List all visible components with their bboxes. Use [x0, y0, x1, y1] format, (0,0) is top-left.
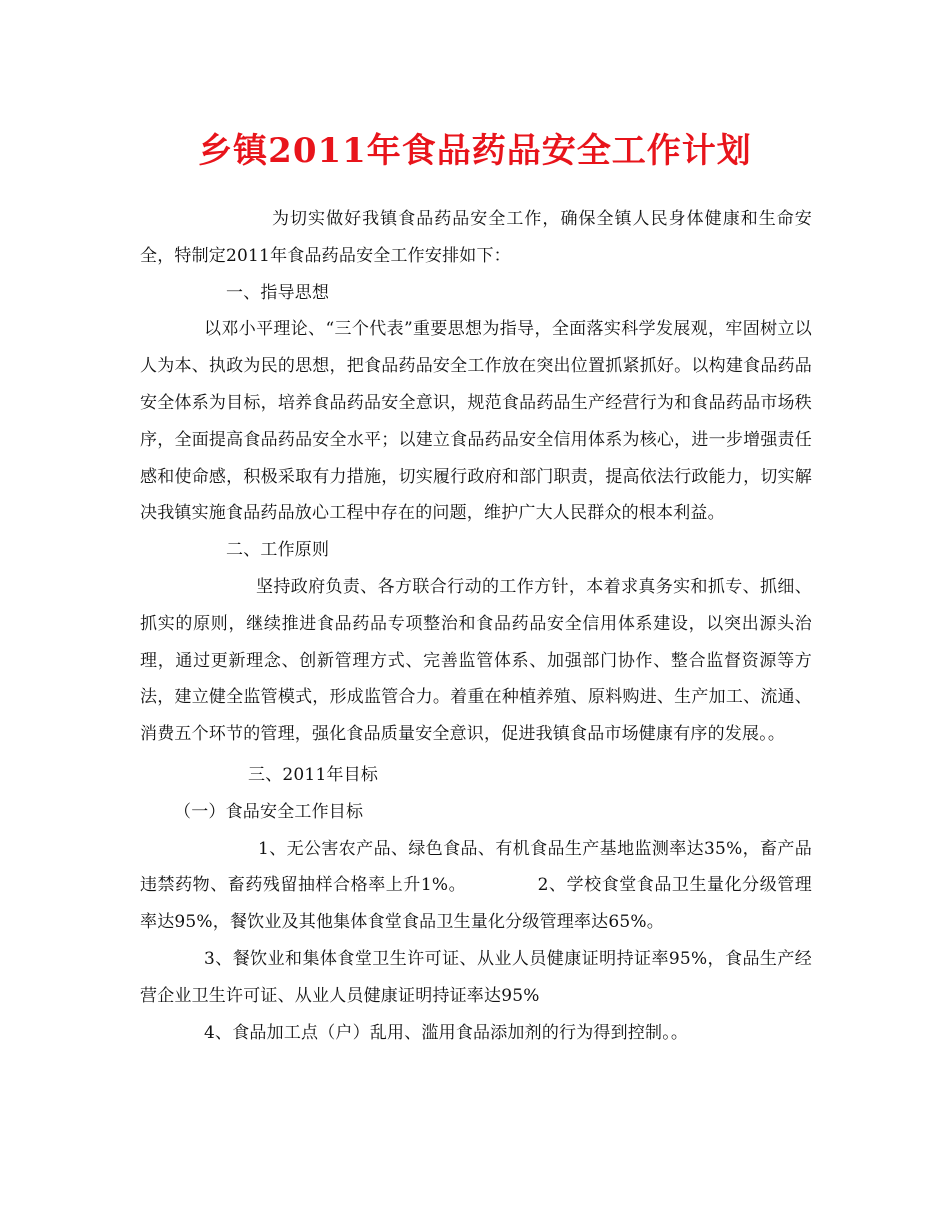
goal-paragraph-1-2: 1、无公害农产品、绿色食品、有机食品生产基地监测率达35%，畜产品违禁药物、畜药残留抽样合格率上升1%。 2、学校食堂食品卫生量化分级管理率达95%，餐饮业及其他集体食堂食品卫生量化分级管理率达65%。	[140, 838, 812, 933]
document-title: 乡镇2011年食品药品安全工作计划	[198, 131, 752, 171]
section-heading-guiding-ideology: 一、指导思想	[226, 282, 330, 303]
subsection-heading-food-safety-goals: （一）食品安全工作目标	[174, 801, 364, 822]
goal-paragraph-4: 4、食品加工点（户）乱用、滥用食品添加剂的行为得到控制。。	[204, 1022, 689, 1043]
section-heading-work-principles: 二、工作原则	[226, 540, 330, 561]
document-body	[140, 201, 812, 1051]
intro-paragraph: 为切实做好我镇食品药品安全工作，确保全镇人民身体健康和生命安全，特制定2011年食品药品安全工作安排如下：	[140, 209, 812, 266]
section-paragraph-work-principles: 坚持政府负责、各方联合行动的工作方针，本着求真务实和抓专、抓细、抓实的原则，继续推进食品药品专项整治和食品药品安全信用体系建设，以突出源头治理，通过更新理念、创新管理方式、完善监管体系、加强部门协作、整合监督资源等方法，建立健全监管模式，形成监管合力。着重在种植养殖、原料购进、生产加工、流通、消费五个环节的管理，强化食品质量安全意识，促进我镇食品市场健康有序的发展。。	[140, 576, 812, 745]
goal-paragraph-3: 3、餐饮业和集体食堂卫生许可证、从业人员健康证明持证率95%，食品生产经营企业卫生许可证、从业人员健康证明持证率达95%	[140, 948, 812, 1006]
section-paragraph-guiding-ideology: 以邓小平理论、“三个代表”重要思想为指导，全面落实科学发展观，牢固树立以人为本、执政为民的思想，把食品药品安全工作放在突出位置抓紧抓好。以构建食品药品安全体系为目标，培养食品药品安全意识，规范食品药品生产经营行为和食品药品市场秩序，全面提高食品药品安全水平；以建立食品药品安全信用体系为核心，进一步增强责任感和使命感，积极采取有力措施，切实履行政府和部门职责，提高依法行政能力，切实解决我镇实施食品药品放心工程中存在的问题，维护广大人民群众的根本利益。	[140, 319, 812, 524]
section-heading-2011-goals: 三、2011年目标	[248, 764, 379, 785]
